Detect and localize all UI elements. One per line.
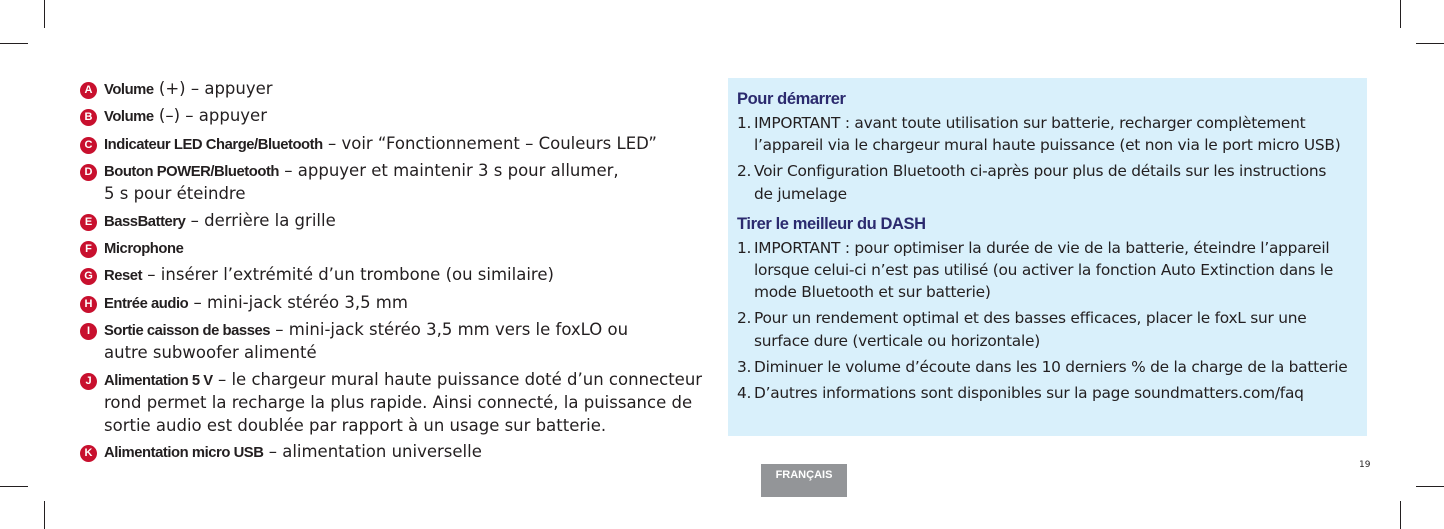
list-item [80,319,720,365]
list-item [80,210,720,234]
item-text: – mini-jack stéréo 3,5 mm vers le foxLO ou [270,319,629,339]
item-text: (–) – appuyer [153,106,267,126]
step-text: Voir Configuration Bluetooth ci-après pour plus de détails sur les instructions [754,162,1327,181]
item-text: – mini-jack stéréo 3,5 mm [188,292,408,312]
item-text: rond permet la recharge la plus rapide. Ainsi connecté, la puissance de [104,393,693,413]
item-text: – voir “Fonctionnement – Couleurs LED” [322,133,657,153]
list-item [80,133,720,157]
item-label: Alimentation micro USB [104,444,264,461]
letter-badge: K [80,445,97,462]
letter-badge: G [80,268,97,285]
item-text: – insérer l’extrémité d’un trombone (ou similaire) [142,265,554,285]
language-tab: FRANÇAIS [761,464,847,497]
step-number: 1. [737,238,752,257]
step-text: mode Bluetooth et sur batterie) [754,283,991,302]
step-text: surface dure (verticale ou horizontale) [754,331,1040,350]
step-number: 3. [737,357,752,376]
letter-badge: D [80,164,97,181]
component-list [80,78,720,468]
crop-mark [1400,0,1401,28]
list-item [80,441,720,465]
item-text: – le chargeur mural haute puissance doté d’un connecteur [212,369,703,389]
section-title: Tirer le meilleur du DASH [737,214,926,233]
item-text: (+) – appuyer [153,79,273,98]
list-item [80,237,720,261]
list-item [80,292,720,316]
item-label: BassBattery [104,213,186,230]
item-label: Alimentation 5 V [104,372,213,389]
letter-badge: F [80,241,97,258]
letter-badge: I [80,323,97,340]
item-text: sortie audio est doublée par rapport à un usage sur batterie. [104,415,607,435]
step-item [737,237,1357,304]
item-text: 5 s pour éteindre [104,184,246,204]
item-text: autre subwoofer alimenté [104,343,317,363]
page-number: 19 [1359,460,1371,470]
list-item [80,105,720,129]
letter-badge: E [80,214,97,231]
letter-badge: J [80,373,97,390]
crop-mark [44,0,45,28]
step-item [737,112,1357,156]
item-label: Volume [104,82,154,98]
letter-badge: B [80,109,97,126]
step-text: l’appareil via le chargeur mural haute puissance (et non via le port micro USB) [754,136,1341,155]
list-item [80,369,720,438]
step-number: 2. [737,309,752,328]
step-text: de jumelage [754,184,847,203]
step-text: Pour un rendement optimal et des basses efficaces, placer le foxL sur une [754,309,1307,328]
item-label: Volume [104,109,154,126]
step-text: Diminuer le volume d’écoute dans les 10 derniers % de la charge de la batterie [754,357,1348,376]
item-label: Reset [104,268,143,285]
step-text: lorsque celui-ci n’est pas utilisé (ou activer la fonction Auto Extinction dans le [754,261,1334,280]
step-text: IMPORTANT : avant toute utilisation sur batterie, recharger complètement [754,114,1306,132]
section-title: Pour démarrer [737,90,846,108]
step-item [737,382,1357,404]
step-number: 2. [737,162,752,181]
letter-badge: A [80,82,97,99]
list-item [80,160,720,206]
item-label: Bouton POWER/Bluetooth [104,163,280,180]
step-item [737,307,1357,351]
crop-mark [1416,486,1444,487]
step-item [737,356,1357,378]
crop-mark [0,43,28,44]
list-item [80,78,720,102]
item-label: Sortie caisson de basses [104,322,271,339]
item-label: Indicateur LED Charge/Bluetooth [104,136,323,153]
crop-mark [1400,501,1401,529]
step-text: D’autres informations sont disponibles sur la page soundmatters.com/faq [754,384,1304,403]
item-label: Microphone [104,240,184,257]
item-text: – derrière la grille [185,210,336,230]
crop-mark [1416,43,1444,44]
step-item [737,160,1357,204]
letter-badge: H [80,296,97,313]
letter-badge: C [80,137,97,154]
step-number: 1. [737,114,752,132]
item-label: Entrée audio [104,295,189,312]
step-number: 4. [737,384,752,403]
list-item [80,264,720,288]
crop-mark [44,501,45,529]
step-text: IMPORTANT : pour optimiser la durée de vie de la batterie, éteindre l’appareil [754,238,1330,257]
crop-mark [0,486,28,487]
item-text: – appuyer et maintenir 3 s pour allumer, [279,160,619,180]
item-text: – alimentation universelle [263,441,482,461]
info-panel [728,78,1367,436]
